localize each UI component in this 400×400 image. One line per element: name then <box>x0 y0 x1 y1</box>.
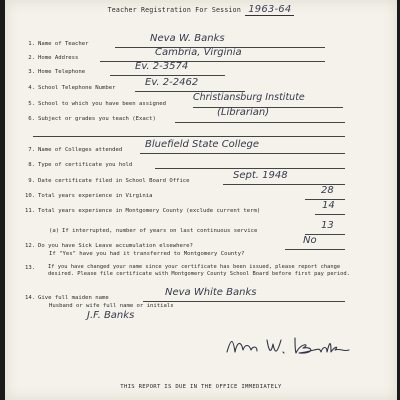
home-address-label: Home Address <box>38 55 79 61</box>
subject-rule-1 <box>175 122 345 123</box>
item-years-montgomery: 11. Total years experience in Montgomery County (exclude current term) <box>25 208 261 214</box>
years-montgomery-label: Total years experience in Montgomery County (exclude current term) <box>38 208 261 214</box>
item-years-virginia: 10. Total years experience in Virginia <box>25 193 153 199</box>
continuous-service-label: If interrupted, number of years on last continuous service <box>62 228 258 234</box>
form-footer: THIS REPORT IS DUE IN THE OFFICE IMMEDIATELY <box>120 384 282 390</box>
maiden-name-value: Neva White Banks <box>165 287 257 298</box>
item-school-telephone: 4. School Telephone Number <box>28 85 116 91</box>
home-telephone-value: Ev. 2-3574 <box>135 61 189 72</box>
home-address-rule <box>100 61 325 62</box>
school-telephone-value: Ev. 2-2462 <box>145 77 199 88</box>
item-colleges: 7. Name of Colleges attended <box>28 147 123 153</box>
item-spouse-name <box>49 303 174 309</box>
school-telephone-label: School Telephone Number <box>38 85 116 91</box>
item-continuous-service: (a) If interrupted, number of years on last continuous service <box>49 228 258 234</box>
certificate-type-label: Type of certificate you hold <box>38 162 133 168</box>
home-telephone-rule <box>110 75 225 76</box>
teacher-signature <box>223 332 363 360</box>
certificate-type-rule <box>155 168 345 169</box>
certificate-date-value: Sept. 1948 <box>233 170 288 181</box>
colleges-label: Name of Colleges attended <box>38 147 123 153</box>
item-certificate-type: 8. Type of certificate you hold <box>28 162 133 168</box>
item-subject: 6. Subject or grades you teach (Exact) <box>28 116 156 122</box>
subject-value: (Librarian) <box>217 107 270 118</box>
maiden-name-rule <box>143 301 345 302</box>
colleges-rule <box>140 153 345 154</box>
registration-form <box>5 0 397 400</box>
teacher-name-label: Name of Teacher <box>38 41 89 47</box>
item-school-assigned: 5. School to which you have been assigned <box>28 101 166 107</box>
spouse-name-value: J.F. Banks <box>87 310 135 321</box>
home-address-value: Cambria, Virginia <box>155 47 242 58</box>
item-certificate-date: 9. Date certificate filed in School Board Office <box>28 178 190 184</box>
item-sick-leave: 12. Do you have Sick Leave accumulation elsewhere? <box>25 243 193 249</box>
years-virginia-value: 28 <box>321 185 334 196</box>
subject-rule-2 <box>33 136 345 137</box>
item-home-address: 2. Home Address <box>28 55 79 61</box>
form-title <box>5 4 397 15</box>
subject-label: Subject or grades you teach (Exact) <box>38 116 156 122</box>
title-text: Teacher Registration For Session <box>107 6 242 14</box>
colleges-value: Bluefield State College <box>145 139 260 150</box>
maiden-name-label: Give full maiden name <box>38 295 109 301</box>
item-name-change-number: 13. <box>25 265 36 271</box>
sick-leave-value: No <box>303 235 317 246</box>
continuous-service-value: 13 <box>321 220 334 231</box>
item-teacher-name: 1. Name of Teacher <box>28 41 89 47</box>
item-maiden-name: 14. Give full maiden name <box>25 295 109 301</box>
sick-leave-rule <box>285 249 345 250</box>
certificate-date-label: Date certificate filed in School Board Office <box>38 178 190 184</box>
item-sick-leave-transfer <box>49 251 244 257</box>
home-telephone-label: Home Telephone <box>38 69 86 75</box>
years-virginia-label: Total years experience in Virginia <box>38 193 153 199</box>
school-assigned-value: Christiansburg Institute <box>193 92 305 103</box>
years-montgomery-value: 14 <box>322 200 335 211</box>
teacher-name-value: Neva W. Banks <box>150 33 225 44</box>
spouse-name-label: Husband or wife full name or initials <box>49 303 174 309</box>
sick-leave-transfer-label: If "Yes" have you had it transferred to Montgomery County? <box>49 251 245 257</box>
years-montgomery-rule <box>315 214 345 215</box>
school-assigned-label: School to which you have been assigned <box>38 101 166 107</box>
name-change-note: If you have changed your name since your certificate has been issued, please report change desired. Please file certificate with Montgomery County School Board before first pay period. <box>48 264 350 278</box>
sick-leave-label: Do you have Sick Leave accumulation elsewhere? <box>38 243 193 249</box>
item-home-telephone: 3. Home Telephone <box>28 69 86 75</box>
session-value: 1963-64 <box>245 4 294 16</box>
